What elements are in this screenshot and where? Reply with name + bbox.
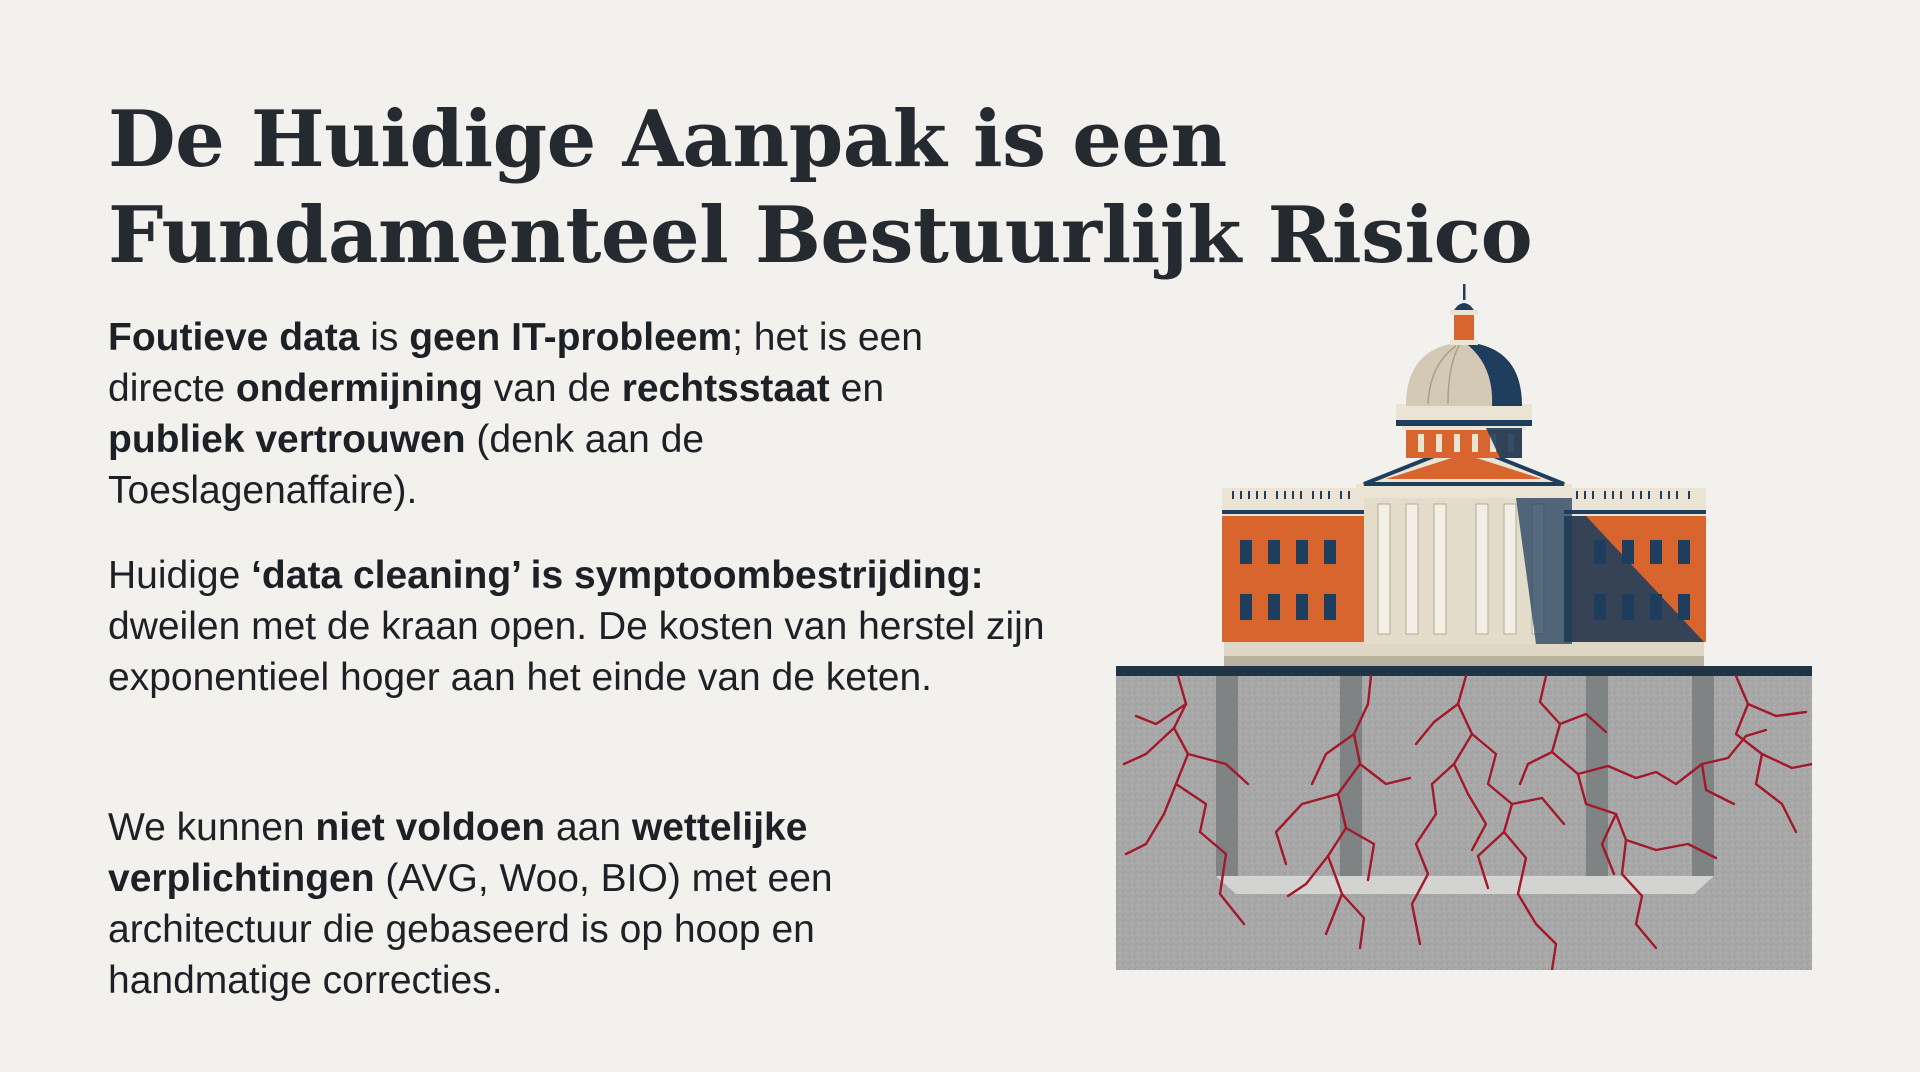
- paragraph-1: [108, 312, 1008, 516]
- paragraph-text: is: [359, 316, 410, 359]
- emphasis-text: geen IT-probleem: [409, 316, 733, 359]
- emphasis-text: ‘data cleaning’ is symptoombestrijding:: [251, 554, 984, 597]
- paragraph-text: dweilen met de kraan open. De kosten van herstel zijn exponentieel hoger aan het einde van de keten.: [108, 605, 1045, 699]
- paragraph-3: [108, 802, 928, 1006]
- paragraph-text: van de: [482, 367, 622, 410]
- emphasis-text: Foutieve data: [108, 316, 360, 359]
- emphasis-text: wettelijke verplichtingen: [108, 806, 808, 900]
- emphasis-text: niet voldoen: [315, 806, 546, 849]
- emphasis-text: rechtsstaat: [621, 367, 830, 410]
- paragraph-text: (AVG, Woo, BIO) met een architectuur die gebaseerd is op hoop en handmatige correcties.: [108, 857, 833, 1002]
- cracked-foundation-building-illustration: [1116, 284, 1812, 970]
- paragraph-text: We kunnen: [108, 806, 316, 849]
- paragraph-2: [108, 550, 1068, 703]
- emphasis-text: ondermijning: [235, 367, 483, 410]
- foundation-block: [1116, 666, 1812, 970]
- government-building: [1222, 284, 1706, 666]
- slide-title: De Huidige Aanpak is een Fundamenteel Bestuurlijk Risico: [108, 94, 1533, 281]
- paragraph-text: aan: [545, 806, 632, 849]
- paragraph-text: (denk aan de Toeslagenaffaire).: [108, 418, 705, 512]
- paragraph-text: Huidige: [108, 554, 252, 597]
- paragraph-text: ; het is een directe: [108, 316, 923, 410]
- emphasis-text: publiek vertrouwen: [108, 418, 466, 461]
- paragraph-text: en: [829, 367, 885, 410]
